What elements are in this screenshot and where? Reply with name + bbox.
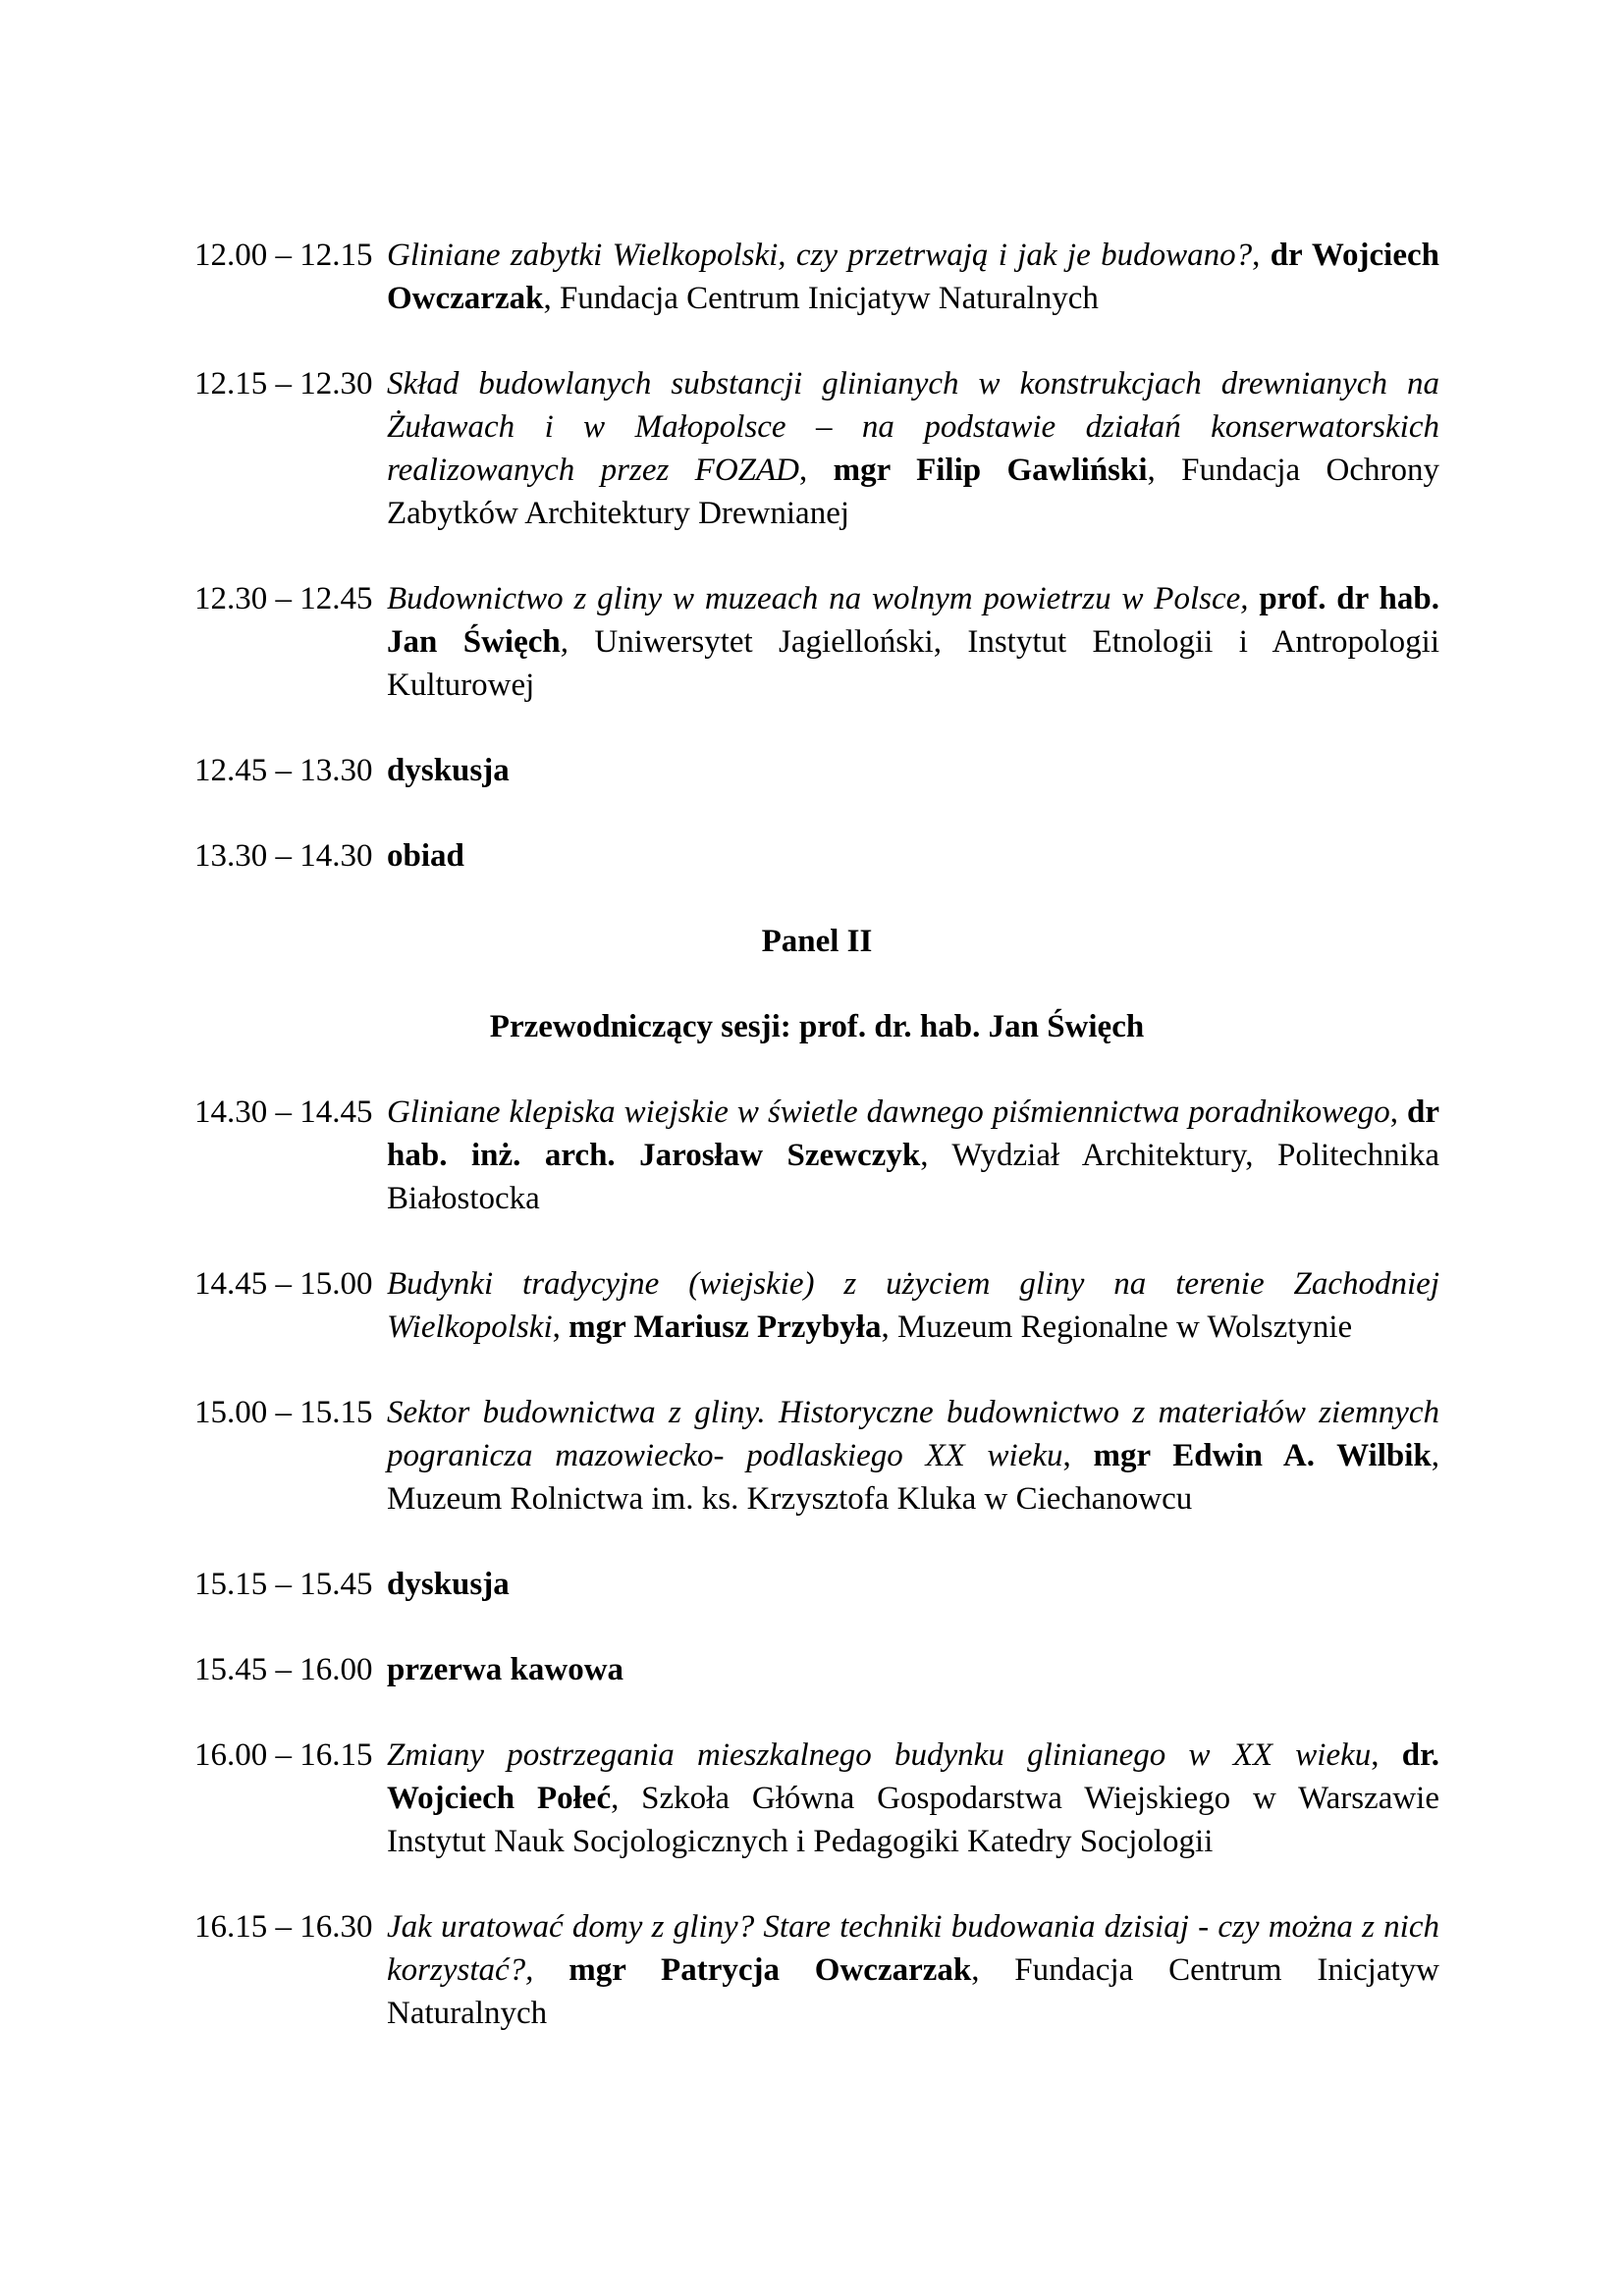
affiliation-text: , xyxy=(1062,1438,1094,1473)
affiliation-text: , Fundacja Ochrony Zabytków Architektury Drewnianej xyxy=(387,453,1439,531)
talk-title: Jak uratować domy z gliny? Stare techniki budowania dzisiaj - czy można z nich korzystać?, xyxy=(387,1909,1439,1988)
time-slot: 13.30 – 14.30 xyxy=(194,838,373,874)
program-page xyxy=(194,234,1439,2035)
talk-title: Zmiany postrzegania mieszkalnego budynku glinianego w XX wieku xyxy=(387,1737,1372,1773)
schedule-entry xyxy=(194,749,1439,792)
affiliation-text: , xyxy=(1252,238,1261,273)
entry-text xyxy=(387,1563,1439,1606)
entry-text xyxy=(387,362,1439,535)
panel-title: Panel II xyxy=(761,924,873,959)
time-slot: 14.30 – 14.45 xyxy=(194,1095,373,1130)
time-slot: 15.45 – 16.00 xyxy=(194,1652,373,1687)
time-slot: 12.30 – 12.45 xyxy=(194,581,373,616)
schedule-entry xyxy=(194,362,1439,535)
speaker-name: dr. Wojciech Połeć xyxy=(387,1737,1439,1816)
speaker-name: dr hab. inż. arch. Jarosław Szewczyk xyxy=(387,1095,1439,1173)
schedule-entry xyxy=(194,1734,1439,1863)
time-slot: 16.00 – 16.15 xyxy=(194,1737,373,1773)
affiliation-text: , Szkoła Główna Gospodarstwa Wiejskiego w Warszawie Instytut Nauk Socjologicznych i Pedagogiki Katedry Socjologii xyxy=(387,1781,1439,1859)
schedule-entry xyxy=(194,1391,1439,1521)
entry-text xyxy=(387,1905,1439,2035)
time-slot: 12.45 – 13.30 xyxy=(194,753,373,788)
speaker-name: mgr Mariusz Przybyła xyxy=(568,1309,882,1345)
session-chair: Przewodniczący sesji: prof. dr. hab. Jan Święch xyxy=(489,1009,1145,1044)
schedule-entry xyxy=(194,1091,1439,1220)
time-slot: 15.00 – 15.15 xyxy=(194,1395,373,1430)
entry-text xyxy=(387,834,1439,878)
speaker-name: prof. dr hab. Jan Święch xyxy=(387,581,1439,660)
entry-text xyxy=(387,1648,1439,1691)
time-slot: 16.15 – 16.30 xyxy=(194,1909,373,1945)
talk-title: Budynki tradycyjne (wiejskie) z użyciem gliny na terenie Zachodniej Wielkopolski xyxy=(387,1266,1439,1345)
talk-title: Skład budowlanych substancji glinianych w konstrukcjach drewnianych na Żuławach i w Małopolsce – na podstawie działań konserwatorskich realizowanych przez FOZAD xyxy=(387,366,1439,488)
entry-text xyxy=(387,1262,1439,1349)
entry-text xyxy=(387,577,1439,707)
speaker-name: dyskusja xyxy=(387,753,510,788)
entry-text xyxy=(387,234,1439,320)
affiliation-text: , Muzeum Rolnictwa im. ks. Krzysztofa Kluka w Ciechanowcu xyxy=(387,1438,1440,1517)
speaker-name: mgr Patrycja Owczarzak xyxy=(533,1952,972,1988)
entry-text xyxy=(387,1734,1439,1863)
talk-title: Sektor budownictwa z gliny. Historyczne budownictwo z materiałów ziemnych pogranicza mazowiecko- podlaskiego XX wieku xyxy=(387,1395,1439,1473)
schedule-entry xyxy=(194,1905,1439,2035)
time-slot: 15.15 – 15.45 xyxy=(194,1567,373,1602)
time-slot: 12.00 – 12.15 xyxy=(194,238,373,273)
affiliation-text: , Wydział Architektury, Politechnika Białostocka xyxy=(387,1138,1439,1216)
schedule-entry xyxy=(194,834,1439,878)
speaker-name: mgr Filip Gawliński xyxy=(833,453,1148,488)
affiliation-text: , Fundacja Centrum Inicjatyw Naturalnych xyxy=(543,281,1099,316)
speaker-name: dr Wojciech Owczarzak xyxy=(387,238,1439,316)
affiliation-text: , Muzeum Regionalne w Wolsztynie xyxy=(881,1309,1353,1345)
time-slot: 14.45 – 15.00 xyxy=(194,1266,373,1302)
affiliation-text: , xyxy=(1389,1095,1407,1130)
affiliation-text: , Fundacja Centrum Inicjatyw Naturalnych xyxy=(387,1952,1439,2031)
entry-text xyxy=(387,749,1439,792)
schedule-entry xyxy=(194,577,1439,707)
schedule-entry xyxy=(194,1563,1439,1606)
talk-title: , xyxy=(560,624,568,660)
affiliation-text: Uniwersytet Jagielloński, Instytut Etnologii i Antropologii Kulturowej xyxy=(387,624,1439,703)
speaker-name: mgr Edwin A. Wilbik xyxy=(1093,1438,1432,1473)
speaker-name: obiad xyxy=(387,838,464,874)
schedule-entry xyxy=(194,1648,1439,1691)
speaker-name: przerwa kawowa xyxy=(387,1652,624,1687)
affiliation-text: , xyxy=(799,453,834,488)
schedule-entry xyxy=(194,234,1439,320)
entry-text xyxy=(387,1391,1439,1521)
entry-text xyxy=(387,1091,1439,1220)
schedule-entry xyxy=(194,1262,1439,1349)
affiliation-text: , xyxy=(1371,1737,1402,1773)
speaker-name: dyskusja xyxy=(387,1567,510,1602)
time-slot: 12.15 – 12.30 xyxy=(194,366,373,401)
talk-title: Budownictwo z gliny w muzeach na wolnym powietrzu w Polsce, xyxy=(387,581,1249,616)
talk-title: Gliniane klepiska wiejskie w świetle dawnego piśmiennictwa poradnikowego xyxy=(387,1095,1390,1130)
affiliation-text: , xyxy=(552,1309,569,1345)
talk-title: Gliniane zabytki Wielkopolski, czy przetrwają i jak je budowano? xyxy=(387,238,1253,273)
